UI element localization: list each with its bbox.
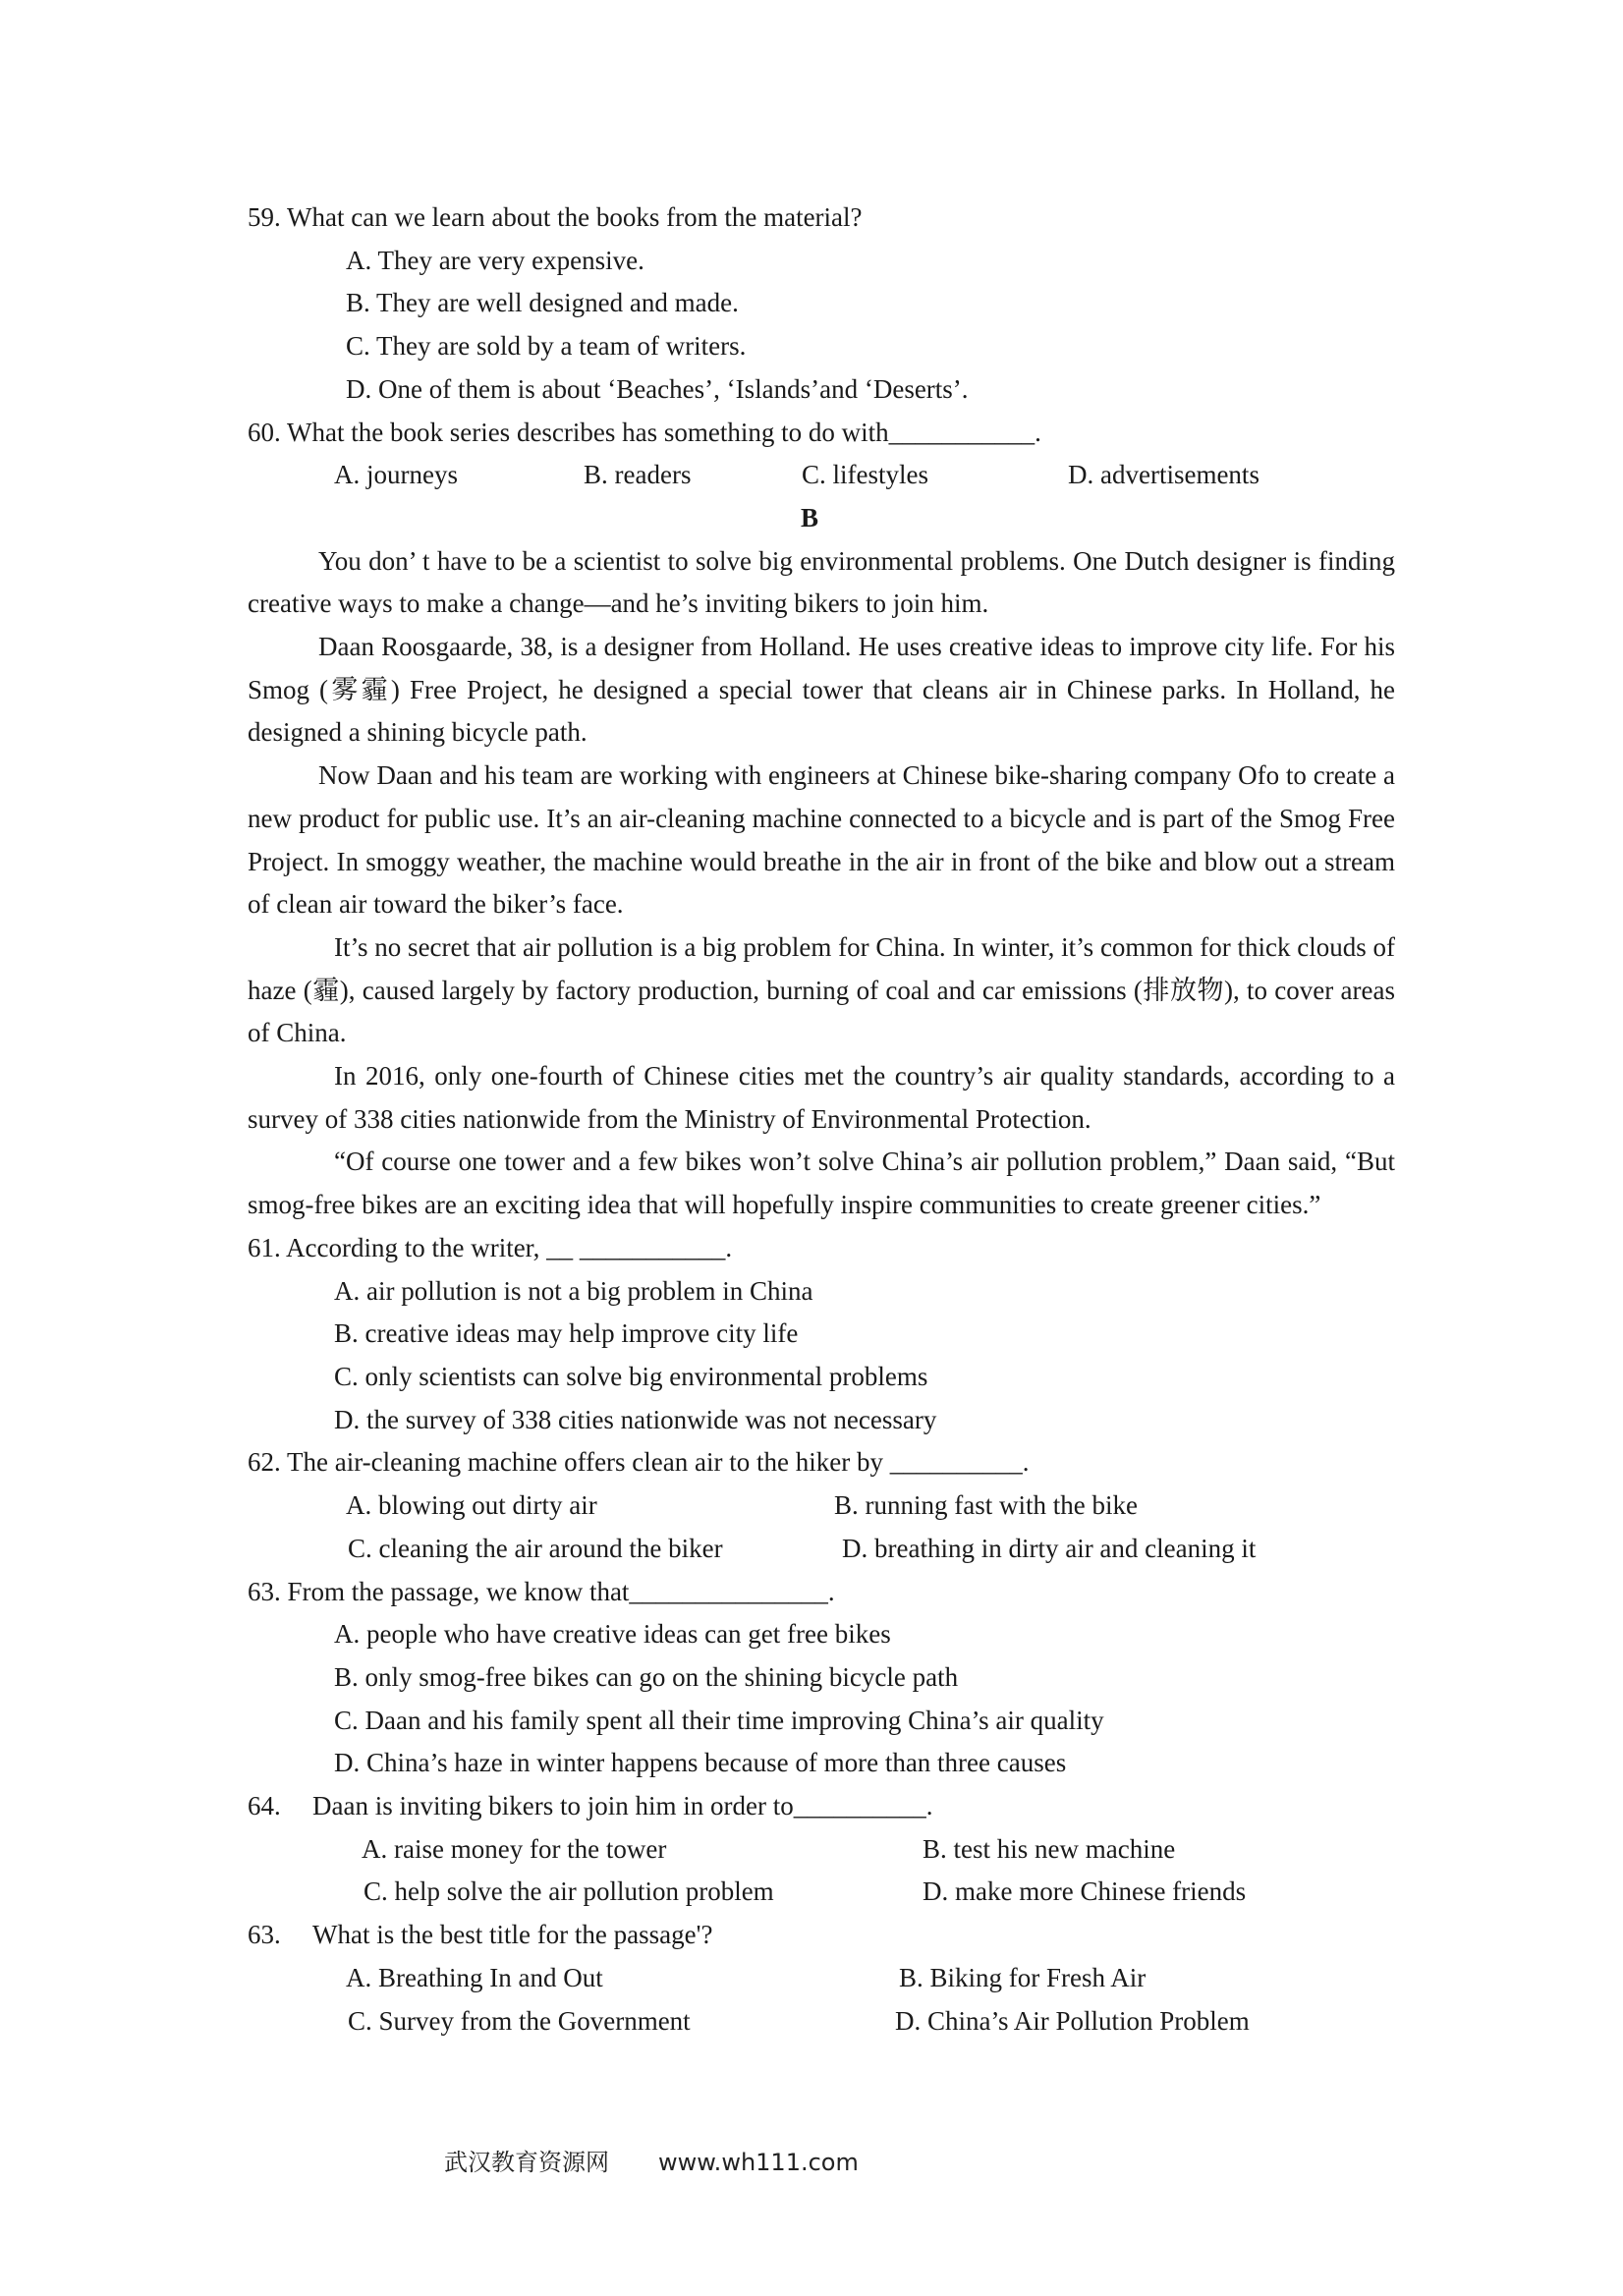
q63b-option-c: C. Survey from the Government (348, 2005, 691, 2036)
q62-option-a: A. blowing out dirty air (346, 1490, 597, 1521)
q59-option-d: D. One of them is about ‘Beaches’, ‘Islands’and ‘Deserts’. (346, 373, 969, 404)
q64-options-row2 (248, 1871, 1395, 1914)
q63-option-d: D. China’s haze in winter happens because of more than three causes (334, 1748, 1067, 1778)
q61-option-a: A. air pollution is not a big problem in China (334, 1275, 813, 1306)
q60-option-d: D. advertisements (1068, 460, 1259, 490)
q62-option-c: C. cleaning the air around the biker (348, 1533, 723, 1563)
footer-site-url: www.wh111.com (658, 2149, 859, 2176)
page-footer (444, 2143, 859, 2177)
q63-stem: 63. From the passage, we know that_______________. (248, 1576, 835, 1606)
q63b-options-row1 (248, 1957, 1395, 2000)
q64-option-a: A. raise money for the tower (362, 1833, 667, 1864)
q60-option-b: B. readers (584, 460, 692, 490)
q59-option-c: C. They are sold by a team of writers. (346, 331, 747, 362)
q60-stem: 60. What the book series describes has something to do with___________. (248, 417, 1041, 447)
q63b-option-a: A. Breathing In and Out (346, 1962, 603, 1992)
q63b-stem-row (248, 1914, 1395, 1957)
passage-paragraph: In 2016, only one-fourth of Chinese cities met the country’s air quality standards, according to a survey of 338 cities nationwide from the Ministry of Environmental Protection. (248, 1061, 1395, 1134)
q64-number: 64. (248, 1791, 281, 1821)
q63b-stem: What is the best title for the passage'? (312, 1920, 713, 1950)
q64-stem-row (248, 1785, 1395, 1828)
q59-stem: 59. What can we learn about the books from the material? (248, 202, 863, 232)
q64-options-row1 (248, 1828, 1395, 1872)
passage-paragraph: Daan Roosgaarde, 38, is a designer from Holland. He uses creative ideas to improve city life. For his Smog (雾霾) Free Project, he designed a special tower that cleans air in Chinese parks. In Holland, he designed a shining bicycle path. (248, 632, 1395, 748)
q60-options (248, 454, 1395, 497)
q59-option-a: A. They are very expensive. (346, 245, 644, 275)
passage-paragraph: It’s no secret that air pollution is a big problem for China. In winter, it’s common for thick clouds of haze (霾), caused largely by factory production, burning of coal and car emissions (排放物), to cover areas of China. (248, 931, 1395, 1048)
q61-stem: 61. According to the writer, __ ___________. (248, 1232, 733, 1262)
q62-options-row2 (248, 1528, 1395, 1571)
q63b-option-d: D. China’s Air Pollution Problem (895, 2005, 1250, 2036)
q59-option-b: B. They are well designed and made. (346, 288, 739, 318)
q63-option-b: B. only smog-free bikes can go on the shining bicycle path (334, 1661, 959, 1692)
q61-option-c: C. only scientists can solve big environmental problems (334, 1361, 928, 1391)
q61-option-d: D. the survey of 338 cities nationwide was not necessary (334, 1404, 937, 1434)
passage-paragraph: You don’ t have to be a scientist to solve big environmental problems. One Dutch designer is finding creative ways to make a change—and he’s inviting bikers to join him. (248, 545, 1395, 619)
page-content (248, 196, 1395, 2043)
section-title: B (800, 502, 818, 532)
q64-option-d: D. make more Chinese friends (923, 1876, 1247, 1907)
q63b-option-b: B. Biking for Fresh Air (899, 1962, 1147, 1992)
q62-option-d: D. breathing in dirty air and cleaning it (842, 1533, 1257, 1563)
q62-option-b: B. running fast with the bike (834, 1490, 1138, 1521)
q64-stem: Daan is inviting bikers to join him in order to__________. (312, 1791, 933, 1821)
q64-option-b: B. test his new machine (923, 1833, 1176, 1864)
q62-options-row1 (248, 1484, 1395, 1528)
passage-paragraph: “Of course one tower and a few bikes won’t solve China’s air pollution problem,” Daan said, “But smog-free bikes are an exciting idea that will hopefully inspire communities to create greener cities.” (248, 1147, 1395, 1220)
q61-option-b: B. creative ideas may help improve city life (334, 1318, 799, 1349)
q63-option-a: A. people who have creative ideas can get free bikes (334, 1619, 891, 1650)
q63-option-c: C. Daan and his family spent all their time improving China’s air quality (334, 1705, 1104, 1735)
q63b-options-row2 (248, 2000, 1395, 2044)
passage-paragraph: Now Daan and his team are working with engineers at Chinese bike-sharing company Ofo to create a new product for public use. It’s an air-cleaning machine connected to a bicycle and is part of the Smog Free Project. In smoggy weather, the machine would breathe in the air in front of the bike and blow out a stream of clean air toward the biker’s face. (248, 760, 1395, 920)
footer-site-name: 武汉教育资源网 (444, 2149, 609, 2176)
q63b-number: 63. (248, 1920, 281, 1950)
q64-option-c: C. help solve the air pollution problem (364, 1876, 774, 1907)
q60-option-a: A. journeys (334, 460, 458, 490)
q62-stem: 62. The air-cleaning machine offers clean air to the hiker by __________. (248, 1447, 1030, 1478)
q60-option-c: C. lifestyles (802, 460, 928, 490)
